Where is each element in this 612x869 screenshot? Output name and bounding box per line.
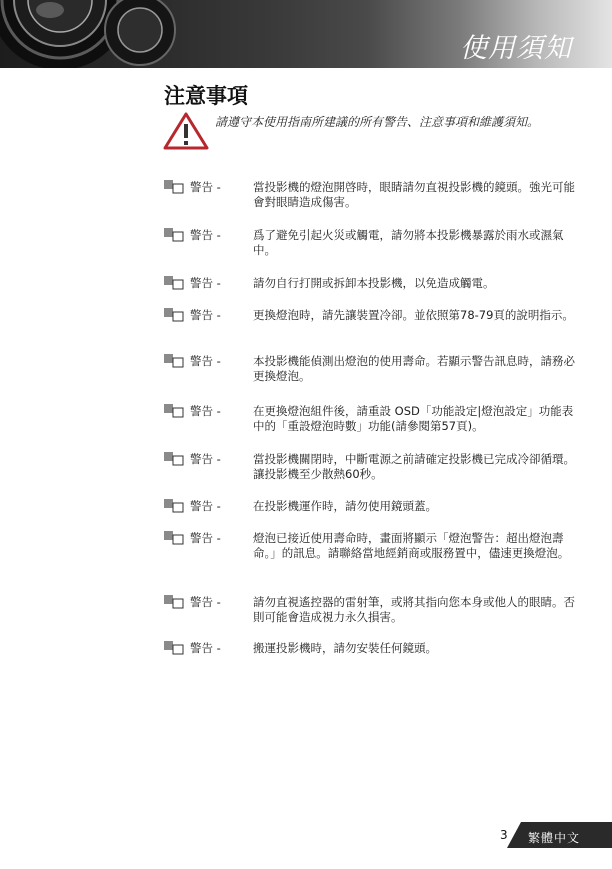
bullet-icon	[164, 452, 184, 466]
warning-text: 燈泡已接近使用壽命時，畫面將顯示「燈泡警告：超出燈泡壽命。」的訊息。請聯絡當地經銷商或服務置中，儘速更換燈泡。	[253, 531, 570, 560]
intro-text: 請遵守本使用指南所建議的所有警告、注意事項和維護須知。	[215, 115, 540, 129]
warning-text: 在更換燈泡組件後，請重設 OSD「功能設定|燈泡設定」功能表中的「重設燈泡時數」功能(請參閱第57頁)。	[253, 404, 574, 433]
warning-label: 警告 -	[190, 531, 221, 545]
page-number: 3	[500, 828, 508, 842]
bullet-icon	[164, 308, 184, 322]
warning-label: 警告 -	[190, 404, 221, 418]
bullet-icon	[164, 228, 184, 242]
header-band	[0, 0, 612, 68]
warning-triangle-icon	[163, 112, 209, 150]
warning-text: 當投影機關閉時，中斷電源之前請確定投影機已完成冷卻循環。讓投影機至少散熱60秒。	[253, 452, 575, 481]
warning-label: 警告 -	[190, 641, 221, 655]
warning-text: 在投影機運作時，請勿使用鏡頭蓋。	[253, 499, 437, 513]
bullet-icon	[164, 180, 184, 194]
warning-text: 爲了避免引起火災或觸電，請勿將本投影機暴露於雨水或濕氣中。	[253, 228, 564, 257]
bullet-icon	[164, 531, 184, 545]
bullet-icon	[164, 404, 184, 418]
warning-label: 警告 -	[190, 180, 221, 194]
warning-label: 警告 -	[190, 228, 221, 242]
language-label: 繁體中文	[528, 831, 581, 845]
bullet-icon	[164, 499, 184, 513]
warning-text: 請勿直視遙控器的雷射筆，或將其指向您本身或他人的眼睛。否則可能會造成視力永久損害。	[253, 595, 575, 624]
bullet-icon	[164, 276, 184, 290]
warning-label: 警告 -	[190, 354, 221, 368]
projector-lens-graphic	[0, 0, 190, 68]
warning-text: 搬運投影機時，請勿安裝任何鏡頭。	[253, 641, 437, 655]
warning-label: 警告 -	[190, 308, 221, 322]
warning-label: 警告 -	[190, 595, 221, 609]
warning-text: 請勿自行打開或拆卸本投影機，以免造成觸電。	[253, 276, 495, 290]
header-title: 使用須知	[460, 33, 572, 64]
bullet-icon	[164, 354, 184, 368]
bullet-icon	[164, 595, 184, 609]
warning-text: 當投影機的燈泡開啓時，眼睛請勿直視投影機的鏡頭。強光可能會對眼睛造成傷害。	[253, 180, 575, 209]
section-title: 注意事項	[164, 84, 248, 108]
warning-text: 更換燈泡時，請先讓裝置冷卻。並依照第78-79頁的說明指示。	[253, 308, 574, 322]
bullet-icon	[164, 641, 184, 655]
warning-label: 警告 -	[190, 499, 221, 513]
warning-label: 警告 -	[190, 452, 221, 466]
warning-label: 警告 -	[190, 276, 221, 290]
warning-text: 本投影機能偵測出燈泡的使用壽命。若顯示警告訊息時，請務必更換燈泡。	[253, 354, 575, 383]
